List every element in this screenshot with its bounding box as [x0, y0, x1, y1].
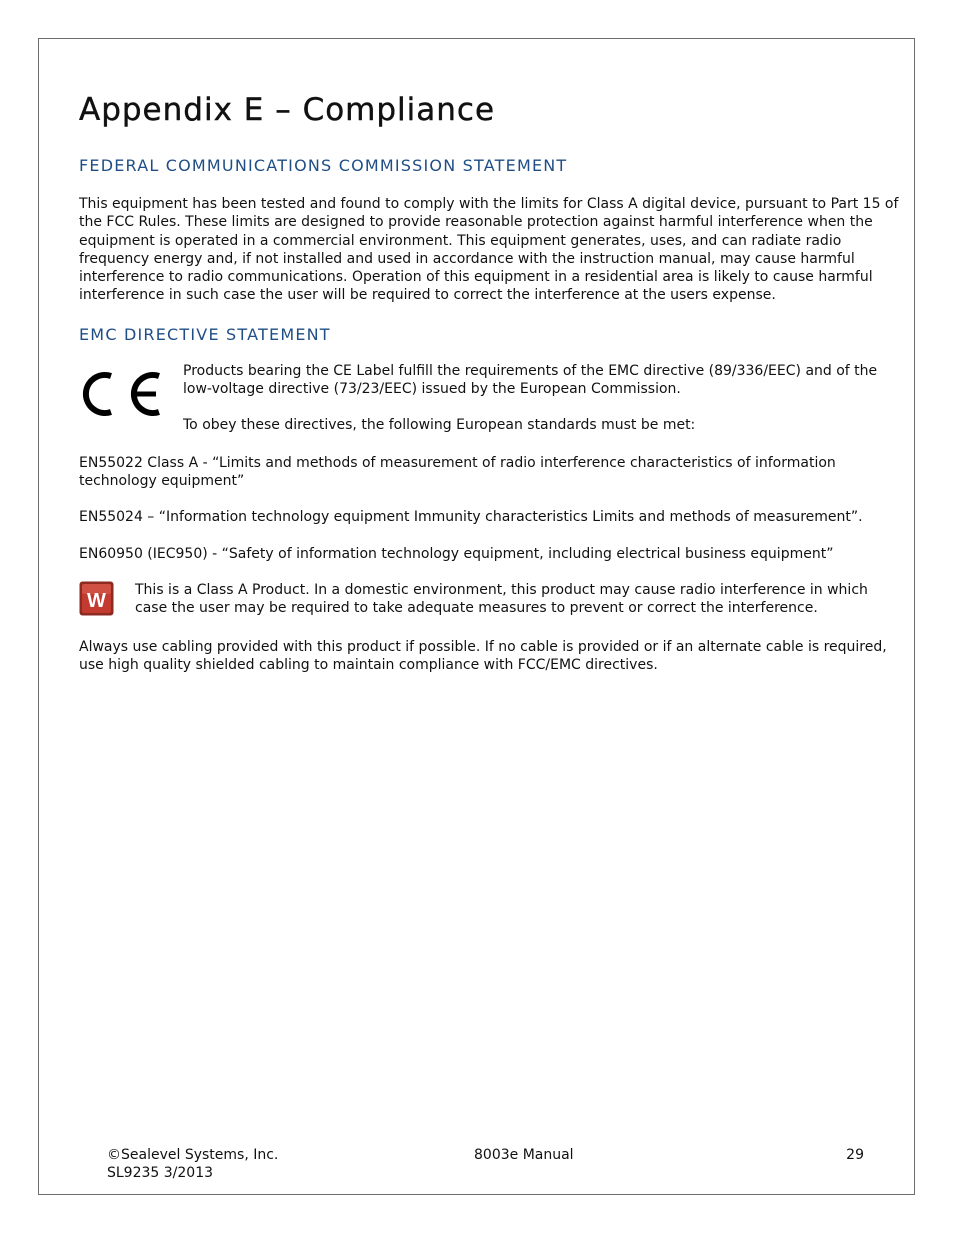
footer-page-number: 29 [846, 1147, 864, 1163]
standard-en60950: EN60950 (IEC950) - “Safety of information technology equipment, including electrical business equipment” [79, 545, 834, 562]
directives-intro-text: To obey these directives, the following European standards must be met: [183, 417, 696, 434]
footer-doc-code: SL9235 3/2013 [107, 1165, 214, 1182]
class-a-warning-block [79, 581, 899, 620]
footer-copyright: ©Sealevel Systems, Inc. [107, 1147, 279, 1163]
footer-manual-name: 8003e Manual [474, 1147, 574, 1163]
emc-section-heading: EMC DIRECTIVE STATEMENT [79, 324, 331, 344]
cabling-note-text: Always use cabling provided with this product if possible. If no cable is provided or if an alternate cable is required, use high quality shielded cabling to maintain compliance with FCC/EMC directives. [79, 638, 887, 674]
ce-mark-icon [79, 362, 183, 435]
page-content [79, 84, 899, 674]
ce-statement-text-group [183, 362, 899, 435]
ce-label-text: Products bearing the CE Label fulfill the requirements of the EMC directive (89/336/EEC) and of the low-voltage directive (73/23/EEC) issued by the European Commission. [183, 362, 878, 398]
ce-statement-block [79, 362, 899, 435]
warning-w-icon [79, 581, 135, 620]
class-a-warning-text: This is a Class A Product. In a domestic environment, this product may cause radio interference in which case the user may be required to take adequate measures to prevent or correct the interference. [135, 581, 868, 617]
fcc-statement-text: This equipment has been tested and found to comply with the limits for Class A digital device, pursuant to Part 15 of the FCC Rules. These limits are designed to provide reasonable protection against harmful interference when the equipment is operated in a commercial environment. This equipment generates, uses, and can radiate radio frequency energy and, if not installed and used in accordance with the instruction manual, may cause harmful interference to radio communications. Operation of this equipment in a residential area is likely to cause harmful interference in such case the user will be required to correct the interference at the users expense. [79, 196, 899, 304]
page-title: Appendix E – Compliance [79, 92, 496, 128]
standard-en55022: EN55022 Class A - “Limits and methods of measurement of radio interference characteristics of information technology equipment” [79, 454, 836, 489]
fcc-section-heading: FEDERAL COMMUNICATIONS COMMISSION STATEMENT [79, 156, 568, 175]
standard-en55024: EN55024 – “Information technology equipment Immunity characteristics Limits and methods of measurement”. [79, 509, 863, 526]
page-footer [107, 1146, 867, 1186]
warning-icon-letter: W [87, 589, 106, 612]
footer-left [107, 1146, 278, 1183]
